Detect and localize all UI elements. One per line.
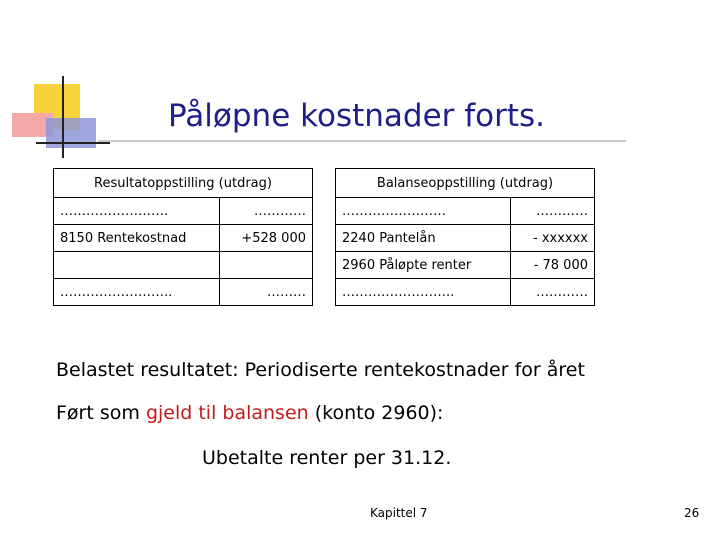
table-row [336, 252, 595, 279]
table-row [336, 225, 595, 252]
table-row [54, 225, 313, 252]
table-row [54, 279, 313, 306]
income-statement-header: Resultatoppstilling (utdrag) [54, 169, 313, 198]
line2-suffix: (konto 2960): [308, 402, 444, 424]
line1-highlight: resultatet [140, 359, 233, 381]
row-label: 8150 Rentekostnad [54, 225, 220, 252]
row-value: +528 000 [220, 225, 313, 252]
balance-sheet-header: Balanseoppstilling (utdrag) [336, 169, 595, 198]
row-value: - xxxxxx [511, 225, 595, 252]
footer-chapter: Kapittel 7 [370, 506, 428, 520]
row-label: …………………… [336, 198, 511, 225]
line2-highlight: gjeld til balansen [145, 402, 309, 424]
row-label: 2240 Pantelån [336, 225, 511, 252]
table-row [54, 198, 313, 225]
row-value: ……… [220, 279, 313, 306]
line2-prefix: Ført som [56, 402, 146, 424]
line1-prefix: Belastet [56, 359, 141, 381]
line1-suffix: : Periodiserte rentekostnader for året [232, 359, 585, 381]
row-label: ……………………. [54, 198, 220, 225]
logo-vertical-line [62, 76, 64, 158]
charged-result-line [56, 359, 585, 381]
title-divider [98, 140, 626, 142]
row-value: ………… [511, 198, 595, 225]
income-statement-table [53, 168, 313, 306]
row-label: …………………….. [336, 279, 511, 306]
row-value: ………… [220, 198, 313, 225]
table-row [54, 252, 313, 279]
table-row [336, 198, 595, 225]
row-value: ………… [511, 279, 595, 306]
row-label: 2960 Påløpte renter [336, 252, 511, 279]
footer-page-number: 26 [684, 506, 700, 520]
balance-sheet-table [335, 168, 595, 306]
row-value: - 78 000 [511, 252, 595, 279]
row-label: …………………….. [54, 279, 220, 306]
row-value [220, 252, 313, 279]
slide-title: Påløpne kostnader forts. [168, 98, 546, 134]
liability-line [56, 402, 443, 424]
table-row [336, 279, 595, 306]
logo-horizontal-line [36, 142, 110, 144]
unpaid-interest-line: Ubetalte renter per 31.12. [202, 447, 452, 469]
row-label [54, 252, 220, 279]
